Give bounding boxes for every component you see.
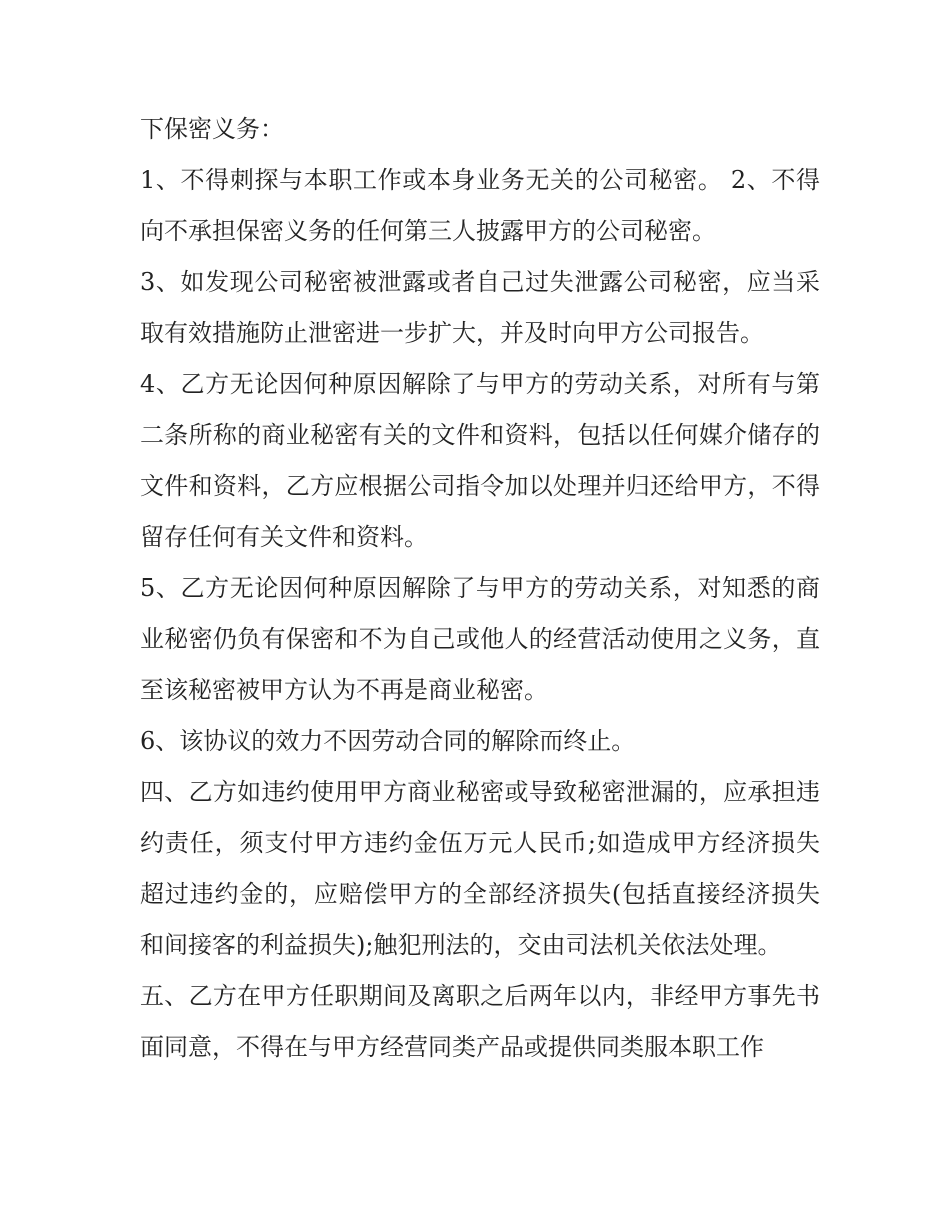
paragraph-intro: 下保密义务： bbox=[140, 115, 284, 143]
paragraph-clause-5: 5、乙方无论因何种原因解除了与甲方的劳动关系，对知悉的商业秘密仍负有保密和不为自己或他人的经营活动使用之义务，直至该秘密被甲方认为不再是商业秘密。 bbox=[140, 574, 820, 704]
paragraph-clause-6: 6、该协议的效力不因劳动合同的解除而终止。 bbox=[140, 727, 636, 755]
document-body bbox=[140, 104, 820, 1073]
paragraph-section-4: 四、乙方如违约使用甲方商业秘密或导致秘密泄漏的，应承担违约责任，须支付甲方违约金伍万元人民币;如造成甲方经济损失超过违约金的，应赔偿甲方的全部经济损失(包括直接经济损失和间接客的利益损失);触犯刑法的，交由司法机关依法处理。 bbox=[140, 778, 820, 959]
paragraph-clause-4: 4、乙方无论因何种原因解除了与甲方的劳动关系，对所有与第二条所称的商业秘密有关的文件和资料，包括以任何媒介储存的文件和资料，乙方应根据公司指令加以处理并归还给甲方，不得留存任何有关文件和资料。 bbox=[140, 370, 820, 551]
paragraph-section-5: 五、乙方在甲方任职期间及离职之后两年以内，非经甲方事先书面同意，不得在与甲方经营同类产品或提供同类服本职工作 bbox=[140, 982, 820, 1061]
paragraph-clause-1-2: 1、不得刺探与本职工作或本身业务无关的公司秘密。 2、不得向不承担保密义务的任何第三人披露甲方的公司秘密。 bbox=[140, 166, 820, 245]
paragraph-clause-3: 3、如发现公司秘密被泄露或者自己过失泄露公司秘密，应当采取有效措施防止泄密进一步扩大，并及时向甲方公司报告。 bbox=[140, 268, 820, 347]
